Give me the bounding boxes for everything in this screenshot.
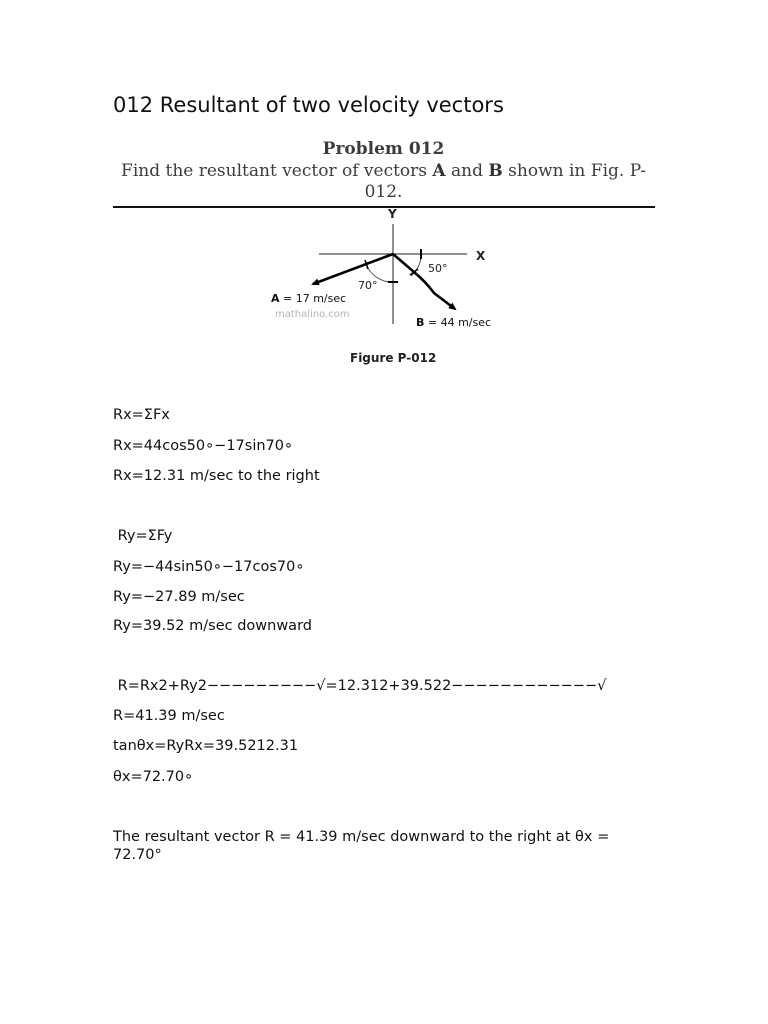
vector-a-letter: A	[271, 292, 280, 305]
vector-b-value: = 44 m/sec	[424, 316, 492, 329]
equation-theta-result: θx=72.70∘	[113, 769, 194, 785]
problem-text-and: and	[445, 161, 489, 181]
figure-caption: Figure P-012	[350, 351, 437, 365]
problem-heading: Problem 012	[322, 139, 445, 159]
vector-a-caption	[271, 292, 346, 305]
equation-ry-expr: Ry=−44sin50∘−17cos70∘	[113, 559, 305, 575]
problem-statement	[113, 161, 654, 203]
vector-b-letter: B	[416, 316, 425, 329]
page-title: 012 Resultant of two velocity vectors	[113, 93, 504, 117]
equation-ry-value: Ry=−27.89 m/sec	[113, 589, 245, 605]
problem-box	[113, 138, 654, 203]
vector-a-value: = 17 m/sec	[279, 292, 347, 305]
equation-ry-result: Ry=39.52 m/sec downward	[113, 618, 312, 634]
equation-tan-theta: tanθx=RyRx=39.5212.31	[113, 738, 299, 754]
watermark: mathalino.com	[275, 309, 350, 320]
equation-rx-def: Rx=ΣFx	[113, 407, 170, 423]
vector-b-label: B	[488, 161, 503, 181]
equation-rx-result: Rx=12.31 m/sec to the right	[113, 468, 320, 484]
figure-p-012	[262, 206, 512, 371]
equation-ry-def: Ry=ΣFy	[113, 528, 173, 544]
problem-text-before: Find the resultant vector of vectors	[121, 161, 433, 181]
vector-a-label: A	[432, 161, 446, 181]
angle-50-label: 50°	[428, 262, 448, 275]
conclusion-text: The resultant vector R = 41.39 m/sec downward to the right at θx = 72.70°	[113, 829, 610, 863]
problem-text-after: shown in Fig. P-012.	[364, 161, 646, 202]
x-axis-label: X	[476, 249, 486, 263]
equation-r-result: R=41.39 m/sec	[113, 708, 225, 724]
y-axis-label: Y	[388, 207, 397, 221]
vector-b-caption	[416, 316, 491, 329]
equation-rx-expr: Rx=44cos50∘−17sin70∘	[113, 438, 294, 454]
angle-70-label: 70°	[358, 279, 378, 292]
equation-r-expr: R=Rx2+Ry2−−−−−−−−−√=12.312+39.522−−−−−−−−−−−−√	[113, 678, 607, 694]
